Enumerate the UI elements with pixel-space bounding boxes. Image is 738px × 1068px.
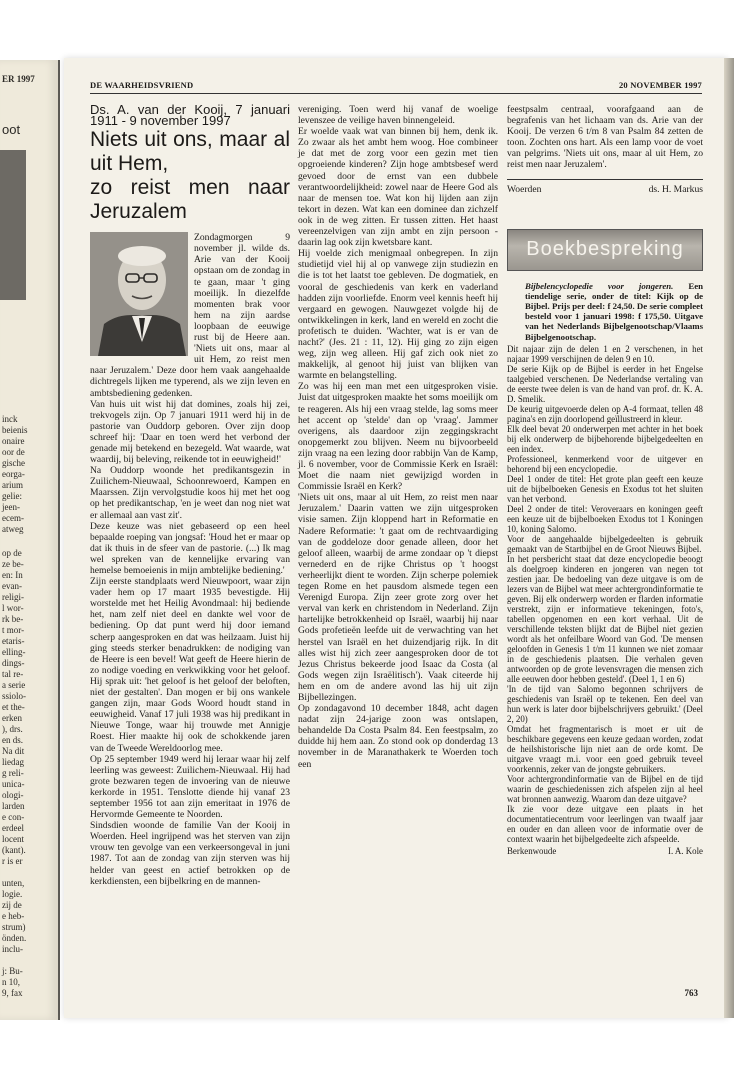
paragraph: Zo was hij een man met een uitgesproken visie. Juist dat uitgesproken maakte het soms moeilijk om te reageren. Als hij een vraag stelde, lag soms meer het accent op 'stelde' dan op 'vraag'. Jammer overigens, als daardoor zijn zeggingskracht onopgemerkt zou blijven. Neem nu bijvoorbeeld zijn vraag na een lezing door rabbijn Van de Kamp, jl. 6 november, voor de Commissie Kerk en Israël: Moet die naam niet gewijzigd worden in Commissie Israël en Kerk? xyxy=(298,381,498,493)
paragraph: Deel 2 onder de titel: Veroveraars en koningen geeft een keuze uit de bijbelboeken Exodus tot 1 Koningen 10, koning Salomo. xyxy=(507,503,703,534)
article-paragraph: feestpsalm centraal, voorafgaand aan de begrafenis van het lichaam van ds. Arie van der Kooij. De verzen 6 t/m 8 van Psalm 84 zetten de toon. Zochten ons hart. Als een lamp voor de voet van pelgrims. 'Niets uit ons, maar al uit Hem, zo reist men naar Jeruzalem'. xyxy=(507,104,703,171)
fragment-line: atweg xyxy=(2,524,24,534)
running-header xyxy=(90,80,702,90)
previous-page-fragment xyxy=(0,60,60,1020)
article-title-line-1: Niets uit ons, maar al uit Hem, xyxy=(90,128,290,176)
signature-rule xyxy=(507,179,703,180)
book-review-body xyxy=(507,344,703,844)
portrait-photo xyxy=(90,232,188,356)
fragment-line: larden xyxy=(2,801,25,811)
paragraph: vereniging. Toen werd hij vanaf de woelige levenszee de veilige haven binnengeleid. xyxy=(298,104,498,127)
paragraph: Op 25 september 1949 werd hij leraar waar hij zelf leerling was geweest: Zuilichem-Nieuwaal. Hij had grote bezwaren tegen de invoering van de nieuwe kerkorde in 1951. Tenslotte diende hij vanaf 23 september 1956 tot aan zijn emeritaat in 1976 de Hervormde Gemeente te Noorden. xyxy=(90,753,290,821)
fragment-line: rk be- xyxy=(2,614,24,624)
article-body-column-2 xyxy=(298,104,498,770)
fragment-line: jeen- xyxy=(2,502,20,512)
fragment-line: önden. xyxy=(2,933,27,943)
fragment-line: oor de xyxy=(2,447,25,457)
paragraph: In het persbericht staat dat deze encyclopedie beoogt als doelgroep kinderen en jongeren van negen tot zestien jaar. De bedoeling van deze uitgave is om de lezers van de Bijbel wat meer achtergrondinformatie te geven. Bij elk onderwerp worden er flarden informatie verstrekt, zijn er informatieve tekeningen, foto's, tabellen opgenomen en een kort verhaal. Uit de verschillende teksten blijkt dat de Bijbel niet gezien wordt als het onfeilbare Woord van God. 'De mensen geloofden in Genesis 1 t/m 11 kunnen we niet zomaar in de geschiedenis plaatsen. Die verhalen geven antwoorden op de grote levensvragen die mensen zich alle eeuwen door hebben gesteld'. (Deel 1, 1 en 6) xyxy=(507,553,703,684)
paragraph: 'Niets uit ons, maar al uit Hem, zo reist men naar Jeruzalem.' Daarin vatten we zijn uitgesproken visie samen. Zijn kloppend hart in Reformatie en Nadere Reformatie: 't gaat om de rechtvaardiging van de goddeloze door genade alleen, door het geloof alleen, waarbij de arme zondaar op 't diepst vernederd en de rijke Christus op 't hoogst verheerlijkt dient te worden. Zijn scherpe polemiek tegen Rome en het pausdom alsmede tegen een Verenigd Europa. Zijn zeer grote zorg over het verval van kerk en christendom in Nederland. Zijn hartelijke betrokkenheid op Israël, waarbij hij naar Gods profetieën leefde uit de verwachting van het herstel van Israël en het duizendjarig rijk. In dit alles wist hij zich zeer aangesproken door de tot Jezus Christus bekeerde jood Isaac da Costa (al Gods wegen zijn Israëlitisch'). Vaak citeerde hij hem en om de andere avond las hij uit zijn Bijbellezingen. xyxy=(298,492,498,703)
fragment-line: ssiolo- xyxy=(2,691,27,701)
fragment-line: l wor- xyxy=(2,603,24,613)
fragment-line: eorga- xyxy=(2,469,25,479)
fragment-line: beienis xyxy=(2,425,28,435)
fragment-line: a serie xyxy=(2,680,26,690)
paragraph: Zijn eerste standplaats werd Nieuwpoort, waar zijn vader hem op 17 maart 1935 bevestigde. Hij worstelde met het Heilig Avondmaal: hij bediende het, nam zelf niet deel en dankte wel voor de bediening. Op dat punt werd hij door iemand scherp aangesproken en dat was heilzaam. Juist hij ging steeds sterker benadrukken: de nodiging van de Heere is een bevel! Wat geeft de Heere hierin de zo nodige voeding en verkwikking voor het geloof. Hij sprak uit: 'het geloof is het geloof der beloften, niet der gestalten'. Dan mogen er bij ons wankele gangen zijn, maar Gods Woord houdt stand in eeuwigheid. Vanaf 17 juli 1938 was hij predikant in Nieuwe Tonge, waar hij trouwde met Annigje Roest. Hier maakte hij ook de schokkende jaren van de Tweede Wereldoorlog mee. xyxy=(90,576,290,754)
fragment-line: (kant). xyxy=(2,845,26,855)
fragment-line: n 10, xyxy=(2,977,20,987)
paragraph: Voor achtergrondinformatie van de Bijbel en de tijd waarin de geschiedenissen zich afspelen zijn al heel wat bronnen aanwezig. Waarom dan deze uitgave? xyxy=(507,773,703,804)
book-review-heading xyxy=(507,281,703,342)
fragment-line: en ds. xyxy=(2,735,23,745)
paragraph: Deze keuze was niet gebaseerd op een heel bepaalde roeping van jongsaf: 'Houd het er maar op dat ik thuis in de sfeer van de pastorie. (...) Ik mag wel spreken van de kennelijke ervaring van hemelse bemoeienis in mijn ambtelijke bediening.' xyxy=(90,520,290,576)
previous-page-header: ER 1997 xyxy=(2,74,35,84)
section-banner: Boekbespreking xyxy=(507,229,703,271)
paragraph: Dit najaar zijn de delen 1 en 2 verschenen, in het najaar 1999 verschijnen de delen 9 en 10. xyxy=(507,343,703,364)
paragraph: Omdat het fragmentarisch is moet er uit de beschikbare gegevens een keuze gedaan worden, zodat de heilshistorische lijn niet aan de orde komt. De uitgave vraagt m.i. voor een goed gebruik teveel voorkennis, zeker van de jongste gebruikers. xyxy=(507,723,703,774)
paragraph: 'In de tijd van Salomo begonnen schrijvers de geschiedenis van Israël op te tekenen. Een deel van hun werk is later door bijbelschrijvers gebruikt.' (Deel 2, 20) xyxy=(507,683,703,724)
fragment-line: zij de xyxy=(2,900,22,910)
paragraph: De keurig uitgevoerde delen op A-4 formaat, tellen 48 pagina's en zijn doorlopend geïllustreerd in kleur. xyxy=(507,403,703,424)
fragment-line: Na dit xyxy=(2,746,25,756)
fragment-line: elling- xyxy=(2,647,26,657)
article-kicker: Ds. A. van der Kooij, 7 januari 1911 - 9 november 1997 xyxy=(90,102,290,129)
fragment-line: ), drs. xyxy=(2,724,23,734)
fragment-line: op de xyxy=(2,548,22,558)
fragment-line: r is er xyxy=(2,856,23,866)
fragment-line: g reli- xyxy=(2,768,24,778)
page-edge xyxy=(724,58,734,1018)
paragraph: Van huis uit wist hij dat domines, zoals hij zei, trekvogels zijn. Op 7 januari 1911 werd hij in de pastorie van Ouddorp geboren. Over zijn doop schreef hij: 'Daar en toen werd het verbond der genade mij betekend en bezegeld. Wat waarde, wat waardij, bij beleving, reikende tot in eeuwigheid!' xyxy=(90,398,290,466)
fragment-line: en: In xyxy=(2,570,23,580)
header-rule xyxy=(90,93,702,94)
fragment-line: erdeel xyxy=(2,823,24,833)
fragment-line: t mor- xyxy=(2,625,25,635)
paragraph: Deel 1 onder de titel: Het grote plan geeft een keuze uit de bijbelboeken Genesis en Exodus tot het sluiten van het verbond. xyxy=(507,473,703,504)
fragment-line: ze be- xyxy=(2,559,24,569)
fragment-line: 9, fax xyxy=(2,988,23,998)
paragraph: Na Ouddorp woonde het predikantsgezin in Zuilichem-Nieuwaal, Schoonrewoerd, Kampen en Maarssen. Zijn vervolgstudie koos hij met het oog op het predikantschap, 'en je weet dan nog niet wat er allemaal aan vast zit'. xyxy=(90,465,290,521)
fragment-line: et the- xyxy=(2,702,25,712)
fragment-line: unica- xyxy=(2,779,25,789)
article-title-line-2: zo reist men naar Jeruzalem xyxy=(90,176,290,224)
paragraph: Elk deel bevat 20 onderwerpen met achter in het boek bij elk onderwerp de bijbehorende bijbelgedeelten en een index. xyxy=(507,423,703,454)
review-signature xyxy=(507,846,703,856)
article-signature xyxy=(507,184,703,195)
fragment-line: inck xyxy=(2,414,18,424)
article-column-2 xyxy=(298,104,498,770)
fragment-photo xyxy=(0,150,26,300)
fragment-line: arium xyxy=(2,480,23,490)
fragment-line: ecem- xyxy=(2,513,24,523)
newspaper-page xyxy=(64,58,728,1018)
book-title: Bijbelencyclopedie voor jongeren. xyxy=(525,280,674,291)
fragment-line: unten, xyxy=(2,878,25,888)
fragment-line: erken xyxy=(2,713,22,723)
fragment-line: etaris- xyxy=(2,636,25,646)
fragment-line: inclu- xyxy=(2,944,23,954)
paragraph: De serie Kijk op de Bijbel is eerder in het Engelse taalgebied verschenen. De Nederlandse vertaling van de eerste twee delen is van de hand van prof. dr. K. A. D. Smelik. xyxy=(507,363,703,404)
paragraph: Hij voelde zich menigmaal onbegrepen. In zijn studietijd viel hij al op vanwege zijn studiezin en die is tot het laatst toe gebleven. De dogmatiek, en vooral de geschiedenis van kerk en vaderland hadden zijn voorliefde. Enorm veel kennis heeft hij vergaard en gewogen. Nauwgezet volgde hij de ontwikkelingen in kerk, land en wereld en zocht die profetisch te duiden. 'Wachter, wat is er van de nacht?' (Jes. 21 : 11, 12). Hij ging zo zijn eigen weg, zijn weg alleen. Hij gaf zich ook niet zo makkelijk, al genoot hij juist van blijken van warmte en belangstelling. xyxy=(298,248,498,382)
article-column-1 xyxy=(90,104,290,887)
fragment-line: strum) xyxy=(2,922,26,932)
article-title xyxy=(90,128,290,224)
paragraph: Professioneel, kenmerkend voor de uitgever en behorend bij een encyclopedie. xyxy=(507,453,703,474)
fragment-line: logie. xyxy=(2,889,23,899)
fragment-line: onaire xyxy=(2,436,25,446)
fragment-line: e con- xyxy=(2,812,25,822)
fragment-word: oot xyxy=(2,122,21,137)
fragment-line: e heb- xyxy=(2,911,25,921)
issue-date: 20 NOVEMBER 1997 xyxy=(618,80,702,90)
signature-author: ds. H. Markus xyxy=(648,183,703,195)
paragraph: Ik zie voor deze uitgave een plaats in het documentatiecentrum voor leerlingen van twaalf jaar en ouder en dan alleen voor de informatie over de context waarin het bijbelgedeelte zich afspeelde. xyxy=(507,803,703,844)
paragraph: Er woelde vaak wat van binnen bij hem, denk ik. Zo zwaar als het ambt hem woog. Hoe combineer je dat met de zorg voor een gezin met tien opgroeiende kinderen? Zijn hoge ambtsbesef werd gevoed door de ernst van een dubbele verantwoordelijkheid: zowel naar de Heere God als naar de mensen toe. Wat kon hij lijden aan zijn tekort in dezen. Wat kan een dominee dan zichzelf ook in de weg zitten. Er tussen zitten. Het haast vereenzelvigen van zijn ambt en zijn persoon - daarin lag ook zijn kwetsbare kant. xyxy=(298,126,498,249)
review-signature-place: Berkenwoude xyxy=(507,845,557,856)
review-signature-author: I. A. Kole xyxy=(667,845,703,856)
paragraph: Sindsdien woonde de familie Van der Kooij in Woerden. Heel ingrijpend was het sterven van zijn vrouw ten gevolge van een verkeersongeval in juni 1987. Tot aan de zondag van zijn sterven was hij helder van geest en actief betrokken op de kerkdiensten, een bijbelkring en de mannen- xyxy=(90,820,290,887)
fragment-line: tal re- xyxy=(2,669,24,679)
fragment-line: gelie: xyxy=(2,491,22,501)
newspaper-name: DE WAARHEIDSVRIEND xyxy=(90,80,194,90)
paragraph: Op zondagavond 10 december 1848, acht dagen nadat zijn 24-jarige zoon was ontslapen, behandelde Da Costa Psalm 84. Een feestpsalm, zo duidde hij hem aan. Zo stond ook op donderdag 13 november in de Maranathakerk te Woerden toch een xyxy=(298,703,498,770)
fragment-line: dings- xyxy=(2,658,25,668)
fragment-line: gische xyxy=(2,458,25,468)
fragment-line: locent xyxy=(2,834,24,844)
page-number: 763 xyxy=(684,988,698,998)
signature-place: Woerden xyxy=(507,183,542,195)
fragment-line: liedag xyxy=(2,757,24,767)
paragraph: Zondagmorgen 9 november jl. wilde ds. Arie van der Kooij opstaan om de zondag in te gaan, maar 't ging moeilijk. In diezelfde momenten brak voor hem na zijn aardse loopbaan de eeuwige rust bij de Heere aan. 'Niets uit ons, maar al uit Hem, zo reist men naar Jeruzalem.' Deze door hem vaak aangehaalde dichtregels lijken me typerend, als we zijn leven en ambtsbediening gedenken. xyxy=(90,232,290,399)
article-column-3 xyxy=(507,104,703,856)
fragment-line: evan- xyxy=(2,581,22,591)
book-details: Een tiendelige serie, onder de titel: Kijk op de Bijbel. Prijs per deel: f 24,50. De serie compleet besteld voor 1 januari 1998: f 175,50. Uitgave van het Nederlands Bijbelgenootschap/Vlaams Bijbelgenootschap. xyxy=(525,280,703,342)
paragraph: Voor de aangehaalde bijbelgedeelten is gebruik gemaakt van de Startbijbel en de Groot Nieuws Bijbel. xyxy=(507,533,703,554)
fragment-line: ologi- xyxy=(2,790,24,800)
fragment-line: religi- xyxy=(2,592,24,602)
fragment-line: j: Bu- xyxy=(2,966,23,976)
